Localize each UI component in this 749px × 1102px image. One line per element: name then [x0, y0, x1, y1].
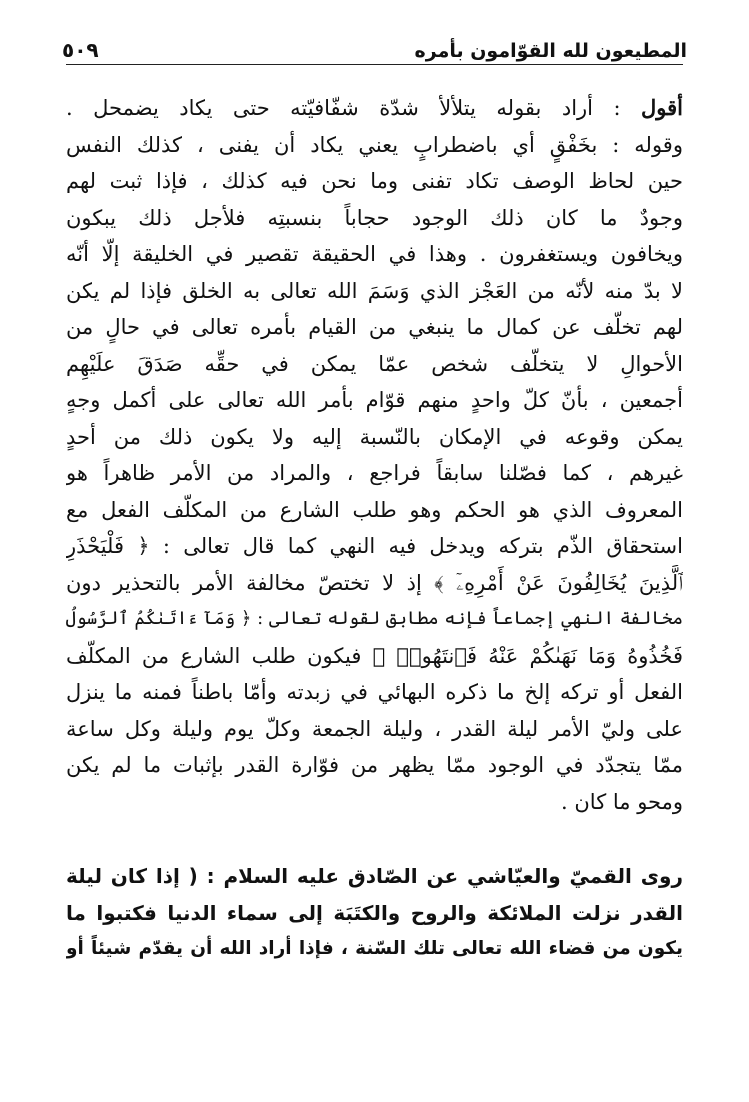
- text-line: على وليّ الأمر ليلة القدر ، وليلة الجمعة وكلّ يوم وليلة وكل ساعة: [66, 716, 683, 741]
- text-line-bold: يكون من قضاء الله تعالى تلك السّنة ، فإذا أراد الله أن يقدّم شيئاً أو: [66, 938, 683, 959]
- lead-word: أقول: [641, 95, 683, 120]
- text-line-quran: فَخُذُوهُ وَمَا نَهَىٰكُمْ عَنْهُ فَٱنتَهُوا۟ ﴾ فيكون طلب الشارع من المكلّف: [66, 643, 683, 668]
- paragraph-spacer: [66, 820, 683, 858]
- text-line-bold: روى القميّ والعيّاشي عن الصّادق عليه السلام : ( إذا كان ليلة: [66, 864, 683, 888]
- text-line: وقوله : بخَفْقٍ أي باضطرابٍ يعني يكاد أن يفنى ، كذلك النفس: [66, 132, 683, 157]
- text-line: ممّا يتجدّد في الوجود ممّا يظهر من فوّارة القدر بإثبات ما لم يكن: [66, 753, 683, 777]
- text-line: الفعل أو تركه إلخ ما ذكره البهائي في زبدته وأمّا باطناً فمنه ما ينزل: [66, 680, 683, 704]
- text-line: ومحو ما كان .: [561, 789, 683, 814]
- page-header: [62, 26, 687, 62]
- text-line: لهم تخلّف عن كمال ما ينبغي من القيام بأمره تعالى في حالٍ من: [66, 315, 683, 339]
- text-line: المعروف الذي هو الحكم وهو طلب الشارع من المكلّف الفعل مع: [66, 497, 683, 522]
- text-line-quran: ٱلَّذِينَ يُخَالِفُونَ عَنْ أَمْرِهِۦٓ ﴾ إذ لا تختصّ مخالفة الأمر بالتحذير دون: [66, 570, 683, 595]
- text-line-bold: القدر نزلت الملائكة والروح والكتَبَة إلى سماء الدنيا فكتبوا ما: [66, 900, 683, 925]
- text-line: الأحوالِ لا يتخلّف شخص عمّا يمكن في حقِّه صَدَقَ علَيْهِم: [66, 351, 683, 376]
- text-line-rest: : أراد بقوله يتلألأ شدّة شفّافيّته حتى يكاد يضمحل .: [66, 96, 621, 120]
- text-line: ويخافون ويستغفرون . وهذا في الحقيقة تقصير في الخليقة إلّا أنّه: [66, 242, 683, 266]
- text-line: يمكن وقوعه في الإمكان بالنّسبة إليه ولا يكون ذلك من أحدٍ: [66, 424, 683, 449]
- text-line: أجمعين ، بأنّ كلّ واحدٍ منهم قوّام بأمر الله تعالى على أكمل وجهٍ: [66, 388, 683, 412]
- text-line: وجودٌ ما كان ذلك الوجود حجاباً بنسبتِه فلأجل ذلك يبكون: [66, 205, 683, 230]
- text-line: استحقاق الذّم بتركه ويدخل فيه النهي كما قال تعالى : ﴿ فَلْيَحْذَرِ: [66, 534, 683, 558]
- text-line: مخالفة النهي إجماعاً فإنه مطابق لقوله تعالى : ﴿ وَمَآ ءَاتَىٰكُمُ ٱلرَّسُولُ: [66, 608, 683, 629]
- page-number: ٥٠٩: [62, 38, 99, 62]
- text-line: [66, 90, 683, 127]
- header-divider: [66, 64, 683, 65]
- running-title: المطيعون لله القوّامون بأمره: [414, 40, 687, 62]
- body-text: [66, 90, 683, 968]
- text-line: غيرهم ، كما فصّلنا سابقاً فراجع ، والمراد من الأمر ظاهراً هو: [66, 461, 683, 485]
- text-line: حين لحاظ الوصف تكاد تفنى وما نحن فيه كذلك ، فإذا ثبت لهم: [66, 169, 683, 193]
- text-line: لا بدّ منه لأنّه من العَجْز الذي وَسَمَ الله تعالى به الخلق فإذا لم يكن: [66, 278, 683, 303]
